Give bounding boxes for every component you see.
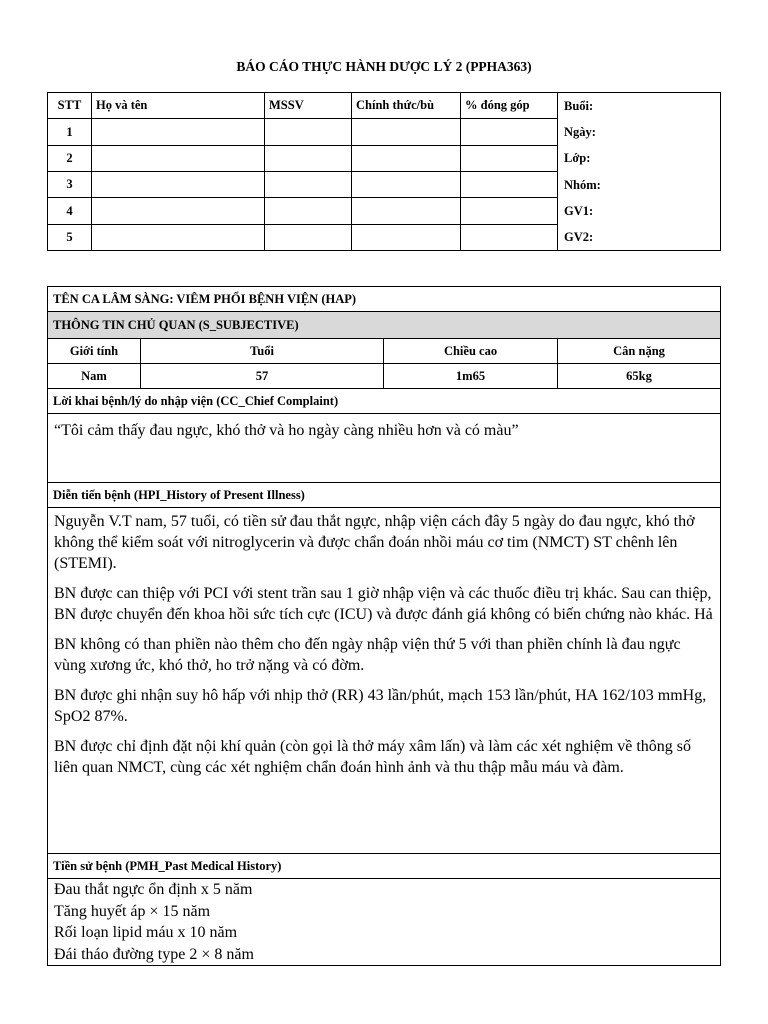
name-cell[interactable] — [92, 198, 265, 224]
weight-value: 65kg — [558, 364, 721, 389]
row-number: 4 — [48, 198, 92, 224]
col-stt: STT — [48, 93, 92, 119]
mssv-cell[interactable] — [265, 224, 352, 250]
status-cell[interactable] — [352, 224, 461, 250]
info-gv2: GV2: — [564, 230, 594, 245]
student-roster-table — [47, 92, 721, 251]
hpi-paragraph: BN không có than phiền nào thêm cho đến ngày nhập viện thứ 5 với than phiền chính là đau ngực vùng xương ức, khó thở, ho trở nặng và có đờm. — [54, 636, 681, 674]
pmh-list — [48, 879, 721, 966]
status-cell[interactable] — [352, 172, 461, 198]
mssv-cell[interactable] — [265, 119, 352, 145]
name-cell[interactable] — [92, 224, 265, 250]
chief-complaint-text: “Tôi cảm thấy đau ngực, khó thở và ho ngày càng nhiều hơn và có màu” — [48, 414, 721, 483]
col-name: Họ và tên — [92, 93, 265, 119]
roster-header-row — [48, 93, 721, 119]
session-info — [558, 93, 721, 251]
list-item: Tăng huyết áp × 15 năm — [54, 902, 211, 920]
hpi-paragraph: BN được can thiệp với PCI với stent trần sau 1 giờ nhập viện và các thuốc điều trị khác. Sau can thiệp, BN được chuyển đến khoa hồi sức tích cực (ICU) và được đánh giá không có biến chứng nào khác. Hả — [54, 585, 713, 623]
height-value: 1m65 — [384, 364, 558, 389]
hpi-paragraph: Nguyễn V.T nam, 57 tuổi, có tiền sử đau thắt ngực, nhập viện cách đây 5 ngày do đau ngực, khó thở không thể kiểm soát với nitroglycerin và được chẩn đoán nhồi máu cơ tim (NMCT) ST chênh lên (STEMI). — [54, 513, 695, 572]
list-item: Đau thắt ngực ổn định x 5 năm — [54, 881, 253, 898]
weight-header: Cân nặng — [558, 339, 721, 364]
contribution-cell[interactable] — [461, 119, 558, 145]
age-value: 57 — [141, 364, 384, 389]
list-item: Rối loạn lipid máu x 10 năm — [54, 924, 238, 941]
name-cell[interactable] — [92, 145, 265, 171]
hpi-text — [48, 508, 721, 854]
col-contribution: % đóng góp — [461, 93, 558, 119]
contribution-cell[interactable] — [461, 224, 558, 250]
age-header: Tuổi — [141, 339, 384, 364]
row-number: 3 — [48, 172, 92, 198]
info-session: Buổi: — [564, 99, 594, 113]
status-cell[interactable] — [352, 145, 461, 171]
row-number: 2 — [48, 145, 92, 171]
pmh-label: Tiền sử bệnh (PMH_Past Medical History) — [48, 854, 721, 879]
subjective-section-title: THÔNG TIN CHỦ QUAN (S_SUBJECTIVE) — [48, 312, 721, 339]
contribution-cell[interactable] — [461, 145, 558, 171]
gender-value: Nam — [48, 364, 141, 389]
demographics-value-row — [48, 364, 721, 389]
status-cell[interactable] — [352, 198, 461, 224]
list-item: Đái tháo đường type 2 × 8 năm — [54, 945, 254, 963]
clinical-case-table — [47, 286, 721, 966]
contribution-cell[interactable] — [461, 172, 558, 198]
contribution-cell[interactable] — [461, 198, 558, 224]
row-number: 5 — [48, 224, 92, 250]
info-gv1: GV1: — [564, 203, 594, 218]
mssv-cell[interactable] — [265, 145, 352, 171]
name-cell[interactable] — [92, 119, 265, 145]
info-class: Lớp: — [564, 151, 591, 166]
mssv-cell[interactable] — [265, 198, 352, 224]
gender-header: Giới tính — [48, 339, 141, 364]
info-date: Ngày: — [564, 125, 596, 140]
info-group: Nhóm: — [564, 177, 601, 192]
case-name: TÊN CA LÂM SÀNG: VIÊM PHỔI BỆNH VIỆN (HAP) — [48, 287, 721, 312]
col-mssv: MSSV — [265, 93, 352, 119]
demographics-header-row — [48, 339, 721, 364]
status-cell[interactable] — [352, 119, 461, 145]
hpi-paragraph: BN được chỉ định đặt nội khí quản (còn gọi là thở máy xâm lấn) và làm các xét nghiệm về thông số liên quan NMCT, cùng các xét nghiệm chẩn đoán hình ảnh và thu thập mẫu máu và đàm. — [54, 738, 691, 776]
mssv-cell[interactable] — [265, 172, 352, 198]
height-header: Chiều cao — [384, 339, 558, 364]
name-cell[interactable] — [92, 172, 265, 198]
row-number: 1 — [48, 119, 92, 145]
hpi-paragraph: BN được ghi nhận suy hô hấp với nhịp thở (RR) 43 lần/phút, mạch 153 lần/phút, HA 162/103 mmHg, SpO2 87%. — [54, 687, 707, 725]
chief-complaint-label: Lời khai bệnh/lý do nhập viện (CC_Chief Complaint) — [48, 389, 721, 414]
hpi-label: Diễn tiến bệnh (HPI_History of Present Illness) — [48, 483, 721, 508]
col-status: Chính thức/bù — [352, 93, 461, 119]
page-title: BÁO CÁO THỰC HÀNH DƯỢC LÝ 2 (PPHA363) — [236, 59, 532, 74]
